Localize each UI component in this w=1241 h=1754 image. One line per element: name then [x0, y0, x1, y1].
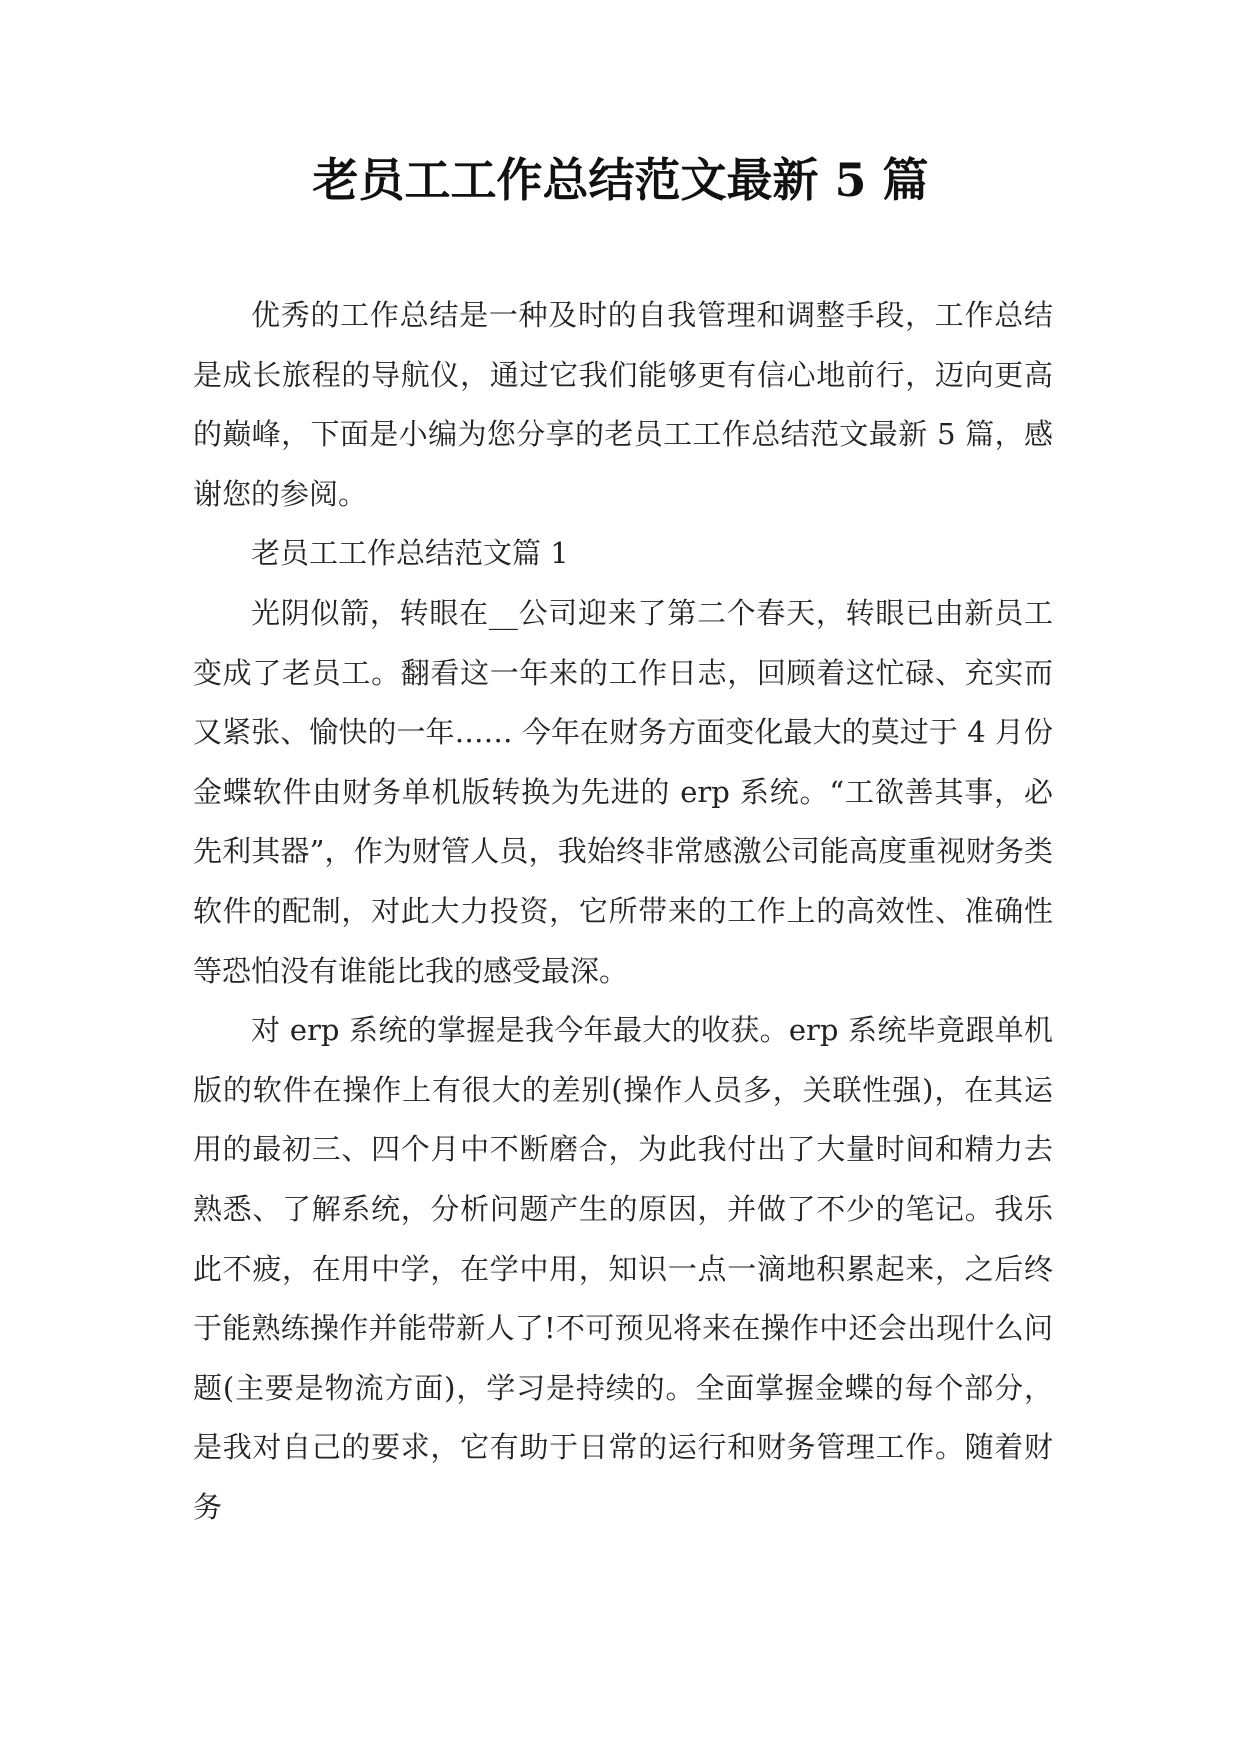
document-title: 老员工工作总结范文最新 5 篇	[312, 153, 929, 207]
intro-paragraph: 优秀的工作总结是一种及时的自我管理和调整手段，工作总结是成长旅程的导航仪，通过它我们能够更有信心地前行，迈向更高的巅峰，下面是小编为您分享的老员工工作总结范文最新 5 篇，感谢您的参阅。	[193, 298, 1053, 511]
section-heading: 老员工工作总结范文篇 1	[251, 536, 569, 571]
body-paragraph: 对 erp 系统的掌握是我今年最大的收获。erp 系统毕竟跟单机版的软件在操作上有很大的差别(操作人员多，关联性强)，在其运用的最初三、四个月中不断磨合，为此我付出了大量时间和精力去熟悉、了解系统，分析问题产生的原因，并做了不少的笔记。我乐此不疲，在用中学，在学中用，知识一点一滴地积累起来，之后终于能熟练操作并能带新人了!不可预见将来在操作中还会出现什么问题(主要是物流方面)，学习是持续的。全面掌握金蝶的每个部分，是我对自己的要求，它有助于日常的运行和财务管理工作。随着财务	[193, 1013, 1053, 1524]
document-body	[193, 286, 1053, 1537]
body-paragraph: 光阴似箭，转眼在__公司迎来了第二个春天，转眼已由新员工变成了老员工。翻看这一年来的工作日志，回顾着这忙碌、充实而又紧张、愉快的一年…… 今年在财务方面变化最大的莫过于 4 月份金蝶软件由财务单机版转换为先进的 erp 系统。“工欲善其事，必先利其器”，作为财管人员，我始终非常感激公司能高度重视财务类软件的配制，对此大力投资，它所带来的工作上的高效性、准确性等恐怕没有谁能比我的感受最深。	[193, 595, 1053, 988]
